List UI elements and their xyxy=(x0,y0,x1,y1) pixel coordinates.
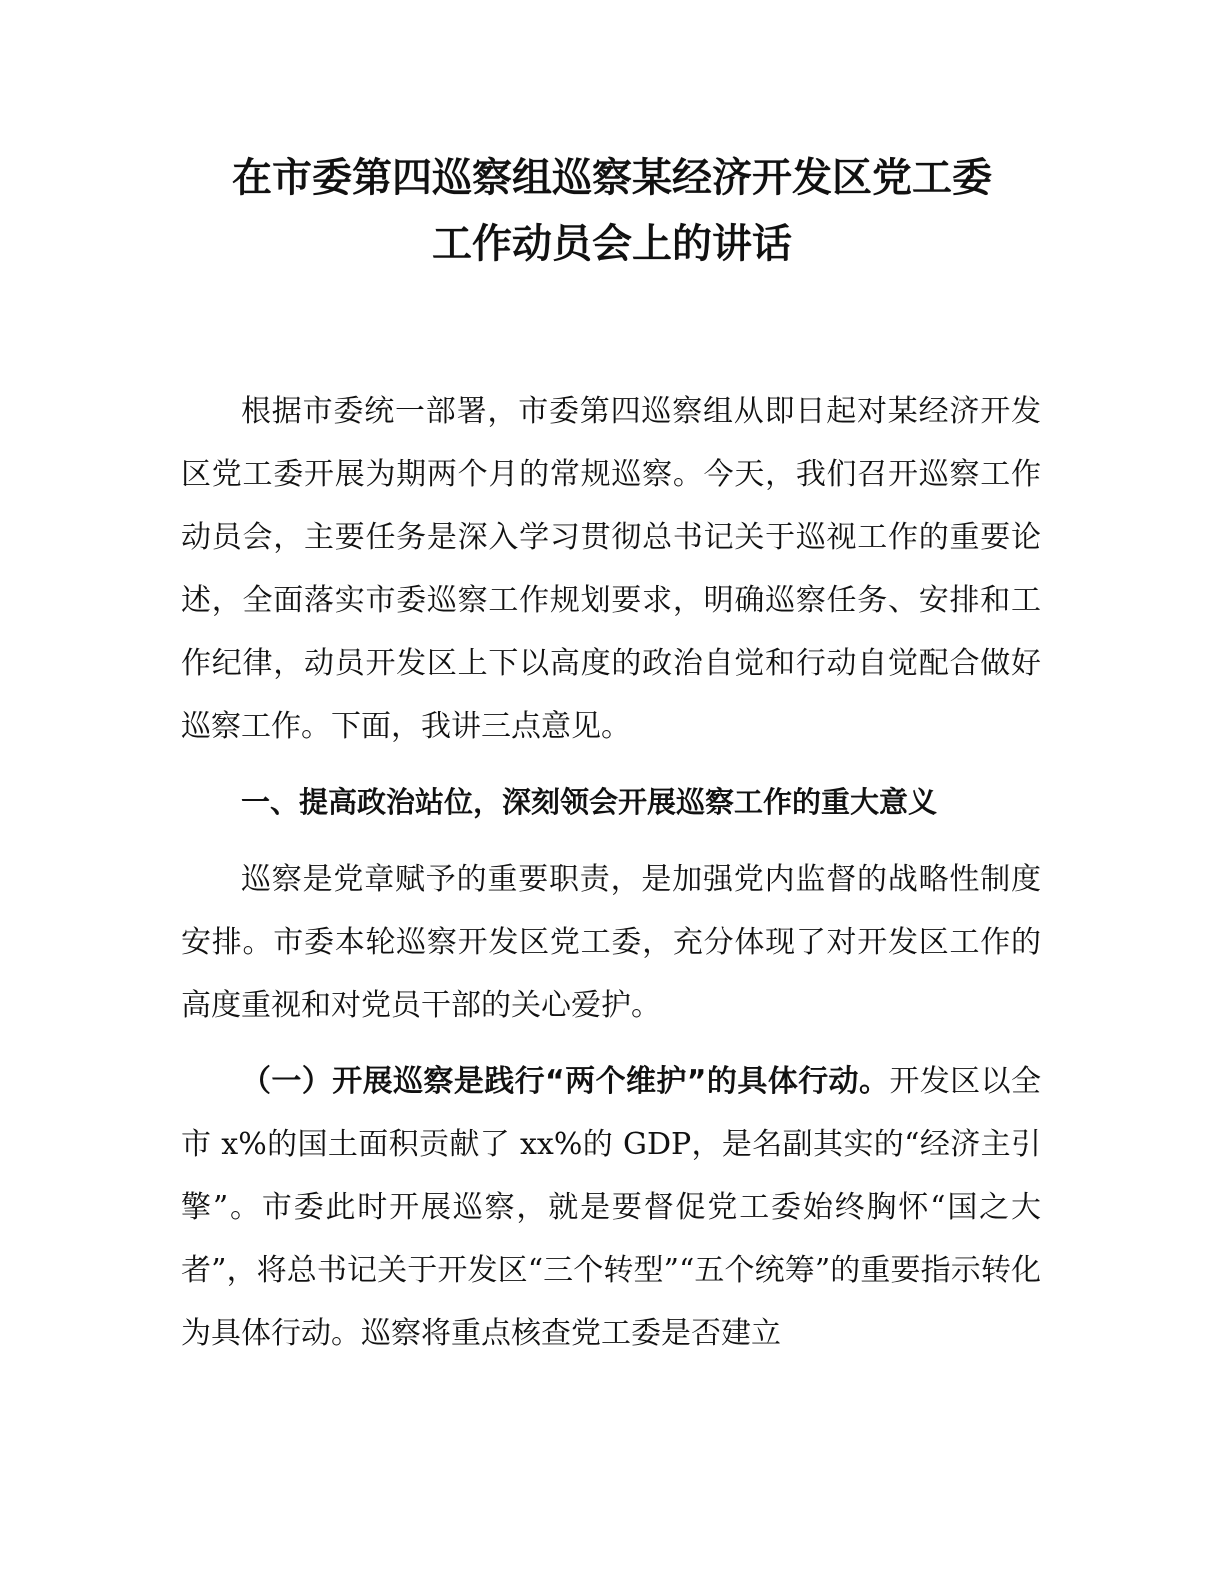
document-body xyxy=(181,380,1041,1378)
document-title xyxy=(120,145,1104,277)
paragraph-subsection-1 xyxy=(181,1050,1041,1365)
paragraph-section1-intro: 巡察是党章赋予的重要职责，是加强党内监督的战略性制度安排。市委本轮巡察开发区党工委，充分体现了对开发区工作的高度重视和对党员干部的关心爱护。 xyxy=(181,862,1041,1023)
title-line-2: 工作动员会上的讲话 xyxy=(432,221,792,267)
paragraph-intro: 根据市委统一部署，市委第四巡察组从即日起对某经济开发区党工委开展为期两个月的常规巡察。今天，我们召开巡察工作动员会，主要任务是深入学习贯彻总书记关于巡视工作的重要论述，全面落实市委巡察工作规划要求，明确巡察任务、安排和工作纪律，动员开发区上下以高度的政治自觉和行动自觉配合做好巡察工作。下面，我讲三点意见。 xyxy=(181,394,1041,744)
subsection-lead: （一）开展巡察是践行“两个维护”的具体行动。 xyxy=(241,1064,890,1099)
title-line-1: 在市委第四巡察组巡察某经济开发区党工委 xyxy=(232,155,992,201)
section-heading-1: 一、提高政治站位，深刻领会开展巡察工作的重大意义 xyxy=(241,785,938,819)
subsection-text: 开发区以全市 x%的国土面积贡献了 xx%的 GDP，是名副其实的“经济主引擎”。市委此时开展巡察，就是要督促党工委始终胸怀“国之大者”，将总书记关于开发区“三个转型”“五个统筹”的重要指示转化为具体行动。巡察将重点核查党工委是否建立 xyxy=(181,1064,1041,1351)
